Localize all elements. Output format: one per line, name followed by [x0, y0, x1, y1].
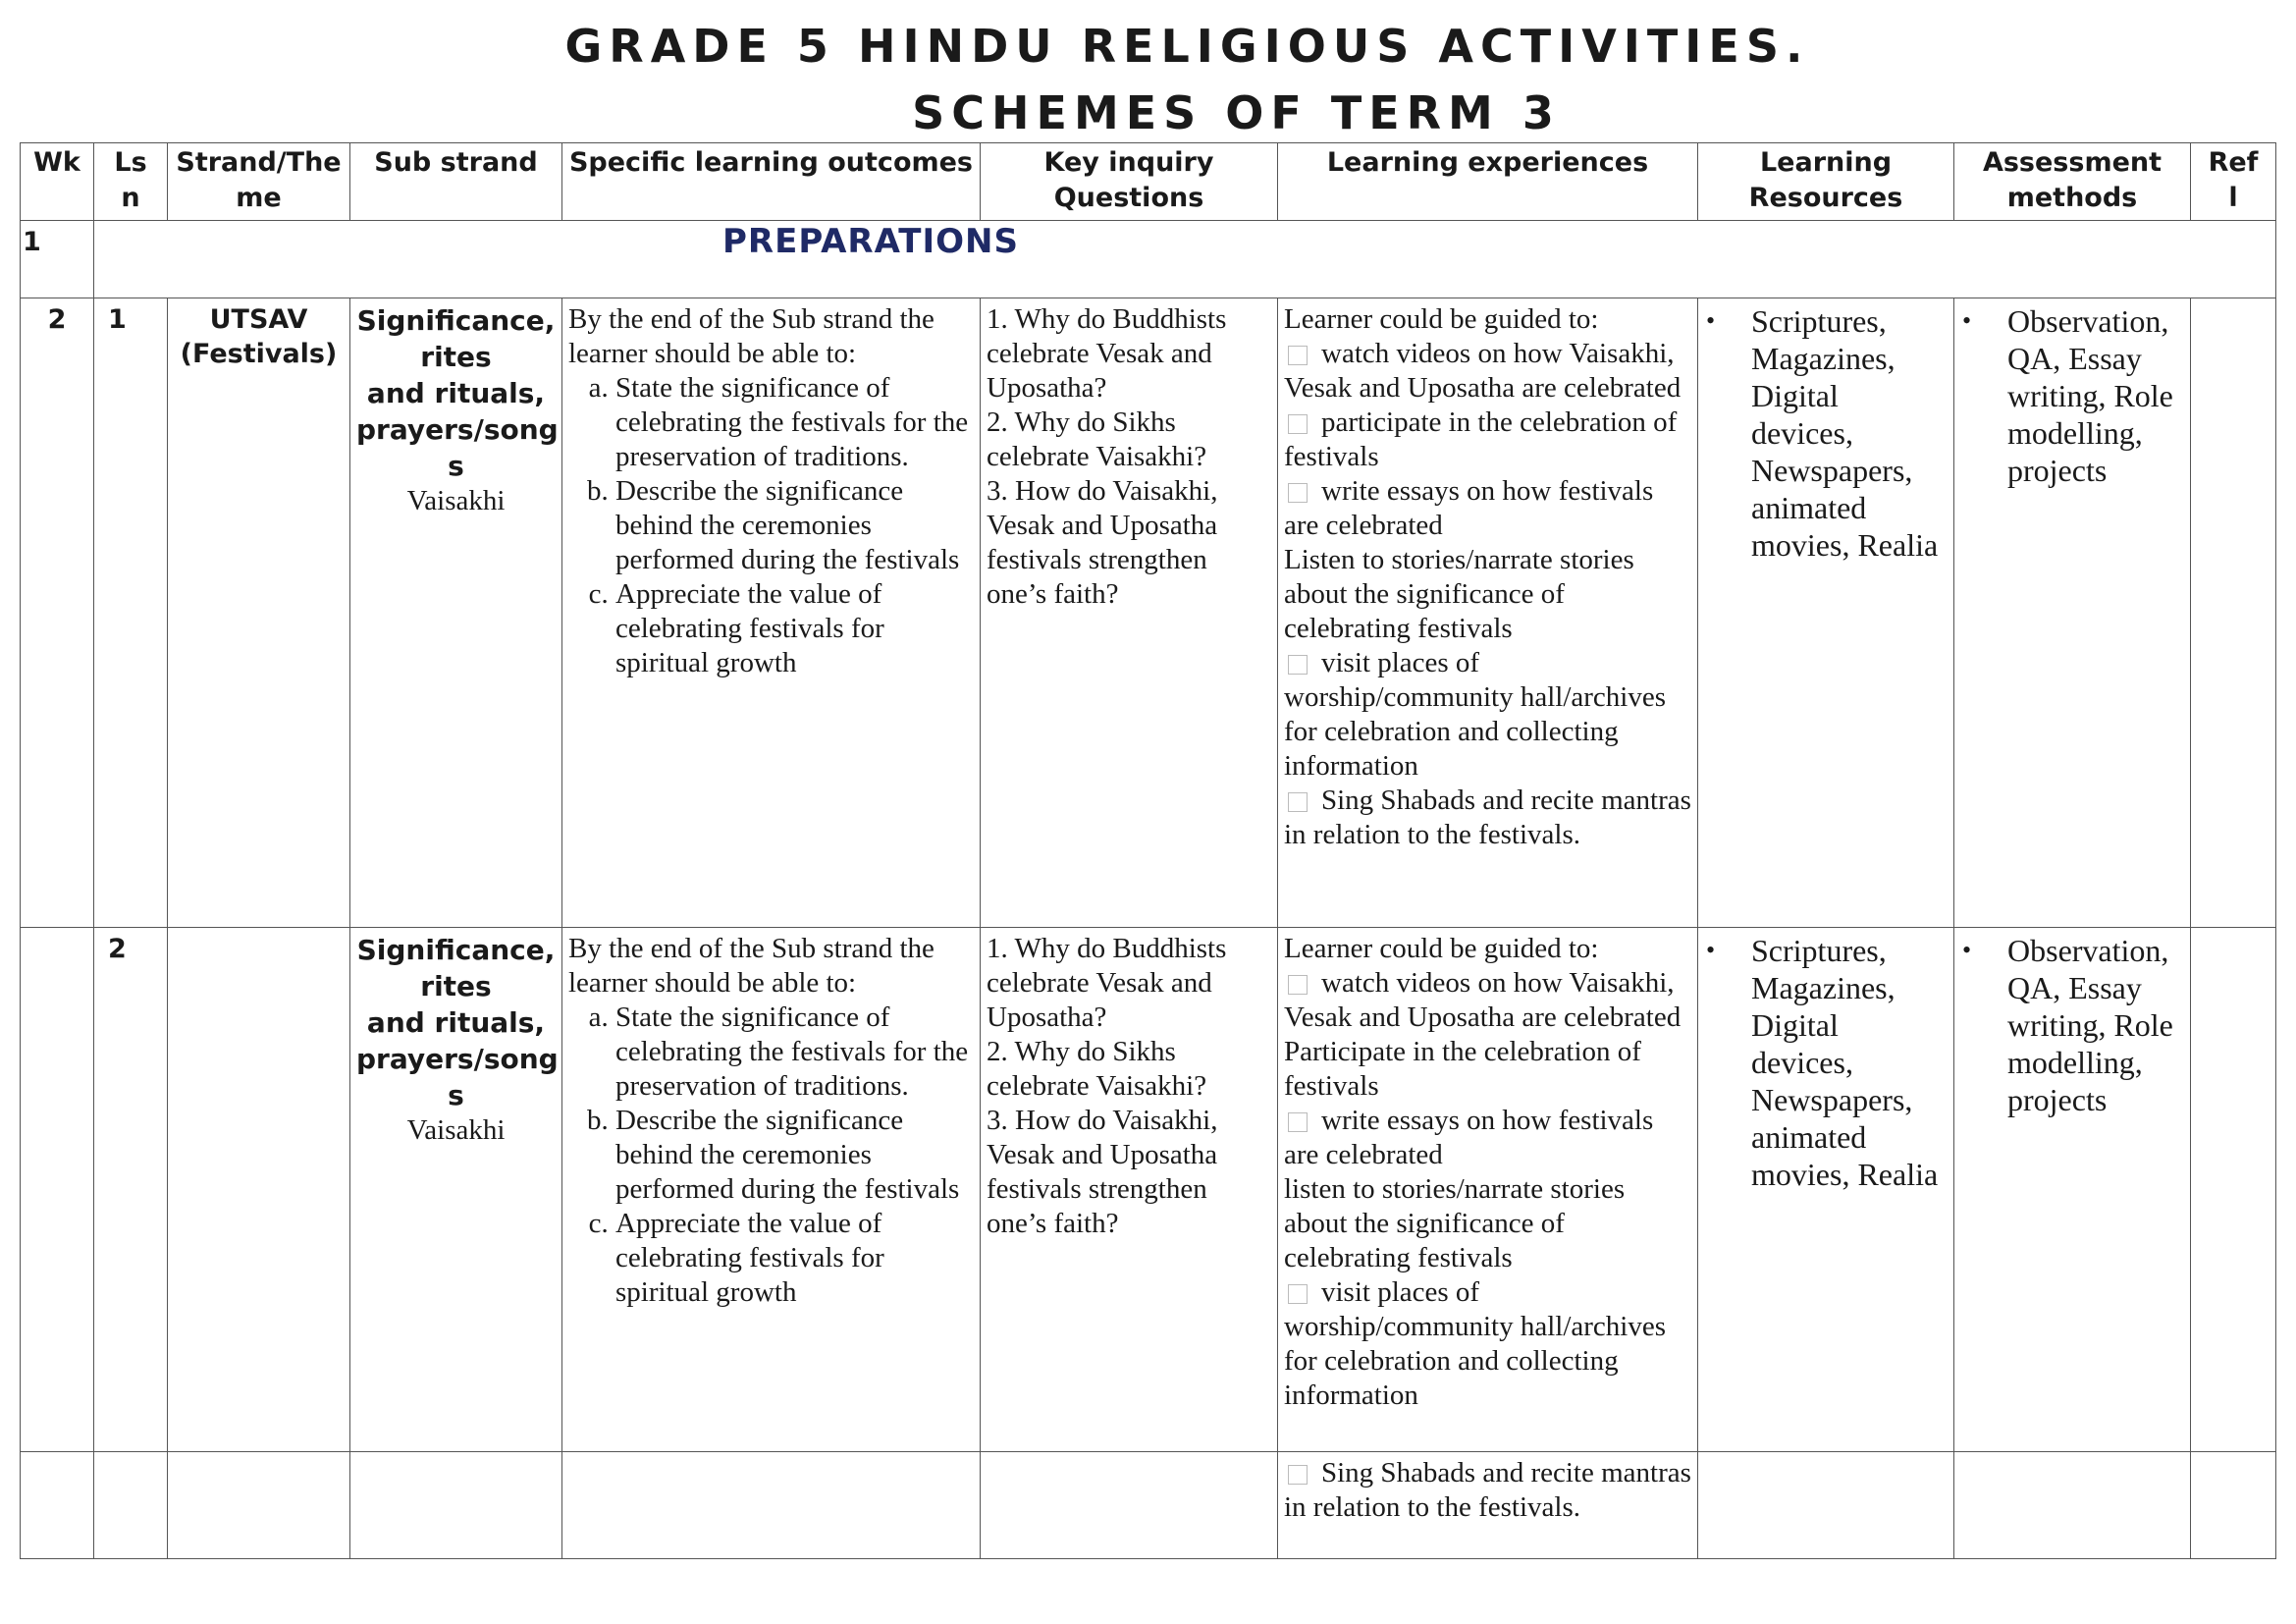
header-assessment: Assessment methods	[1954, 143, 2191, 221]
checkbox-icon	[1288, 414, 1308, 434]
list-item: • Observation, QA, Essay writing, Role modelling, projects	[1960, 302, 2184, 489]
checkbox-icon	[1288, 1465, 1308, 1485]
kiq-cell	[981, 928, 1278, 1452]
slo-cell: By the end of the Sub strand the learner should be able to: a. State the significance of celebrating the festivals for the preservation of traditions. b. Describe the significance behind the ceremonies performed during the festivals c. Appreciate the value of celebrating festivals for spiritual growth	[562, 928, 981, 1452]
header-ref: Ref l	[2191, 143, 2276, 221]
table-row	[21, 1452, 2276, 1559]
list-item: b. Describe the significance behind the ceremonies performed during the festivals	[615, 1104, 974, 1207]
header-learning-resources: Learning Resources	[1698, 143, 1954, 221]
header-wk: Wk	[21, 143, 94, 221]
list-item: 1. Why do Buddhists celebrate Vesak and Uposatha?	[987, 933, 1227, 1033]
list-item: 1. Why do Buddhists celebrate Vesak and Uposatha?	[987, 303, 1227, 404]
checkbox-icon	[1288, 655, 1308, 675]
learning-experiences-cell: Learner could be guided to: watch videos on how Vaisakhi, Vesak and Uposatha are celebrated Participate in the celebration of festivals write essays on how festivals are celebrated listen to stories/narrate stories about the significance of celebrating festivals visit places of worship/community hall/archives for celebration and collecting information	[1278, 928, 1698, 1452]
list-item: 3. How do Vaisakhi, Vesak and Uposatha festivals strengthen one’s faith?	[987, 1105, 1218, 1239]
list-item: • Scriptures, Magazines, Digital devices, Newspapers, animated movies, Realia	[1704, 932, 1948, 1193]
strand-cell: UTSAV (Festivals)	[168, 298, 350, 928]
week-cell: 2	[21, 298, 94, 928]
header-kiq: Key inquiry Questions	[981, 143, 1278, 221]
header-slo: Specific learning outcomes	[562, 143, 981, 221]
list-item: b. Describe the significance behind the ceremonies performed during the festivals	[615, 474, 974, 577]
list-item: c. Appreciate the value of celebrating festivals for spiritual growth	[615, 1207, 974, 1310]
empty-cell	[1954, 1452, 2191, 1559]
sub-strand-cell: Significance, rites and rituals, prayers/song s Vaisakhi	[350, 928, 562, 1452]
learning-experiences-cell: Sing Shabads and recite mantras in relation to the festivals.	[1278, 1452, 1698, 1559]
sub-strand-cell: Significance, rites and rituals, prayers/song s Vaisakhi	[350, 298, 562, 928]
resources-cell	[1698, 928, 1954, 1452]
preparations-row	[21, 221, 2276, 298]
table-row	[21, 928, 2276, 1452]
checkbox-icon	[1288, 483, 1308, 503]
header-row	[21, 143, 2276, 221]
document-title: GRADE 5 HINDU RELIGIOUS ACTIVITIES.	[564, 20, 1810, 73]
checkbox-icon	[1288, 346, 1308, 365]
header-sub-strand: Sub strand	[350, 143, 562, 221]
list-item: • Scriptures, Magazines, Digital devices, Newspapers, animated movies, Realia	[1704, 302, 1948, 564]
ref-cell	[2191, 298, 2276, 928]
checkbox-icon	[1288, 975, 1308, 995]
header-strand: Strand/The me	[168, 143, 350, 221]
kiq-cell	[981, 298, 1278, 928]
prep-week: 1	[21, 221, 94, 298]
resources-cell	[1698, 298, 1954, 928]
lesson-cell: 2	[94, 928, 168, 1452]
document-subtitle: SCHEMES OF TERM 3	[912, 86, 1561, 139]
empty-cell	[168, 1452, 350, 1559]
scheme-table	[20, 142, 2276, 1559]
empty-cell	[350, 1452, 562, 1559]
preparations-label: PREPARATIONS	[94, 221, 2276, 298]
lesson-cell: 1	[94, 298, 168, 928]
checkbox-icon	[1288, 1112, 1308, 1132]
list-item: 2. Why do Sikhs celebrate Vaisakhi?	[987, 406, 1207, 472]
list-item: 2. Why do Sikhs celebrate Vaisakhi?	[987, 1036, 1207, 1102]
empty-cell	[94, 1452, 168, 1559]
empty-cell	[981, 1452, 1278, 1559]
empty-cell	[21, 1452, 94, 1559]
ref-cell	[2191, 928, 2276, 1452]
strand-cell	[168, 928, 350, 1452]
learning-experiences-cell: Learner could be guided to: watch videos on how Vaisakhi, Vesak and Uposatha are celebrated participate in the celebration of festivals write essays on how festivals are celebrated Listen to stories/narrate stories about the significance of celebrating festivals visit places of worship/community hall/archives for celebration and collecting information Sing Shabads and recite mantras in relation to the festivals.	[1278, 298, 1698, 928]
list-item: • Observation, QA, Essay writing, Role modelling, projects	[1960, 932, 2184, 1118]
assessment-cell	[1954, 298, 2191, 928]
header-learning-experiences: Learning experiences	[1278, 143, 1698, 221]
empty-cell	[2191, 1452, 2276, 1559]
list-item: c. Appreciate the value of celebrating festivals for spiritual growth	[615, 577, 974, 680]
checkbox-icon	[1288, 1284, 1308, 1304]
week-cell	[21, 928, 94, 1452]
checkbox-icon	[1288, 792, 1308, 812]
assessment-cell	[1954, 928, 2191, 1452]
list-item: a. State the significance of celebrating the festivals for the preservation of traditions.	[615, 371, 974, 474]
table-row	[21, 298, 2276, 928]
list-item: 3. How do Vaisakhi, Vesak and Uposatha festivals strengthen one’s faith?	[987, 475, 1218, 610]
list-item: a. State the significance of celebrating the festivals for the preservation of traditions.	[615, 1001, 974, 1104]
header-lsn: Ls n	[94, 143, 168, 221]
slo-cell: By the end of the Sub strand the learner should be able to: a. State the significance of celebrating the festivals for the preservation of traditions. b. Describe the significance behind the ceremonies performed during the festivals c. Appreciate the value of celebrating festivals for spiritual growth	[562, 298, 981, 928]
empty-cell	[1698, 1452, 1954, 1559]
empty-cell	[562, 1452, 981, 1559]
